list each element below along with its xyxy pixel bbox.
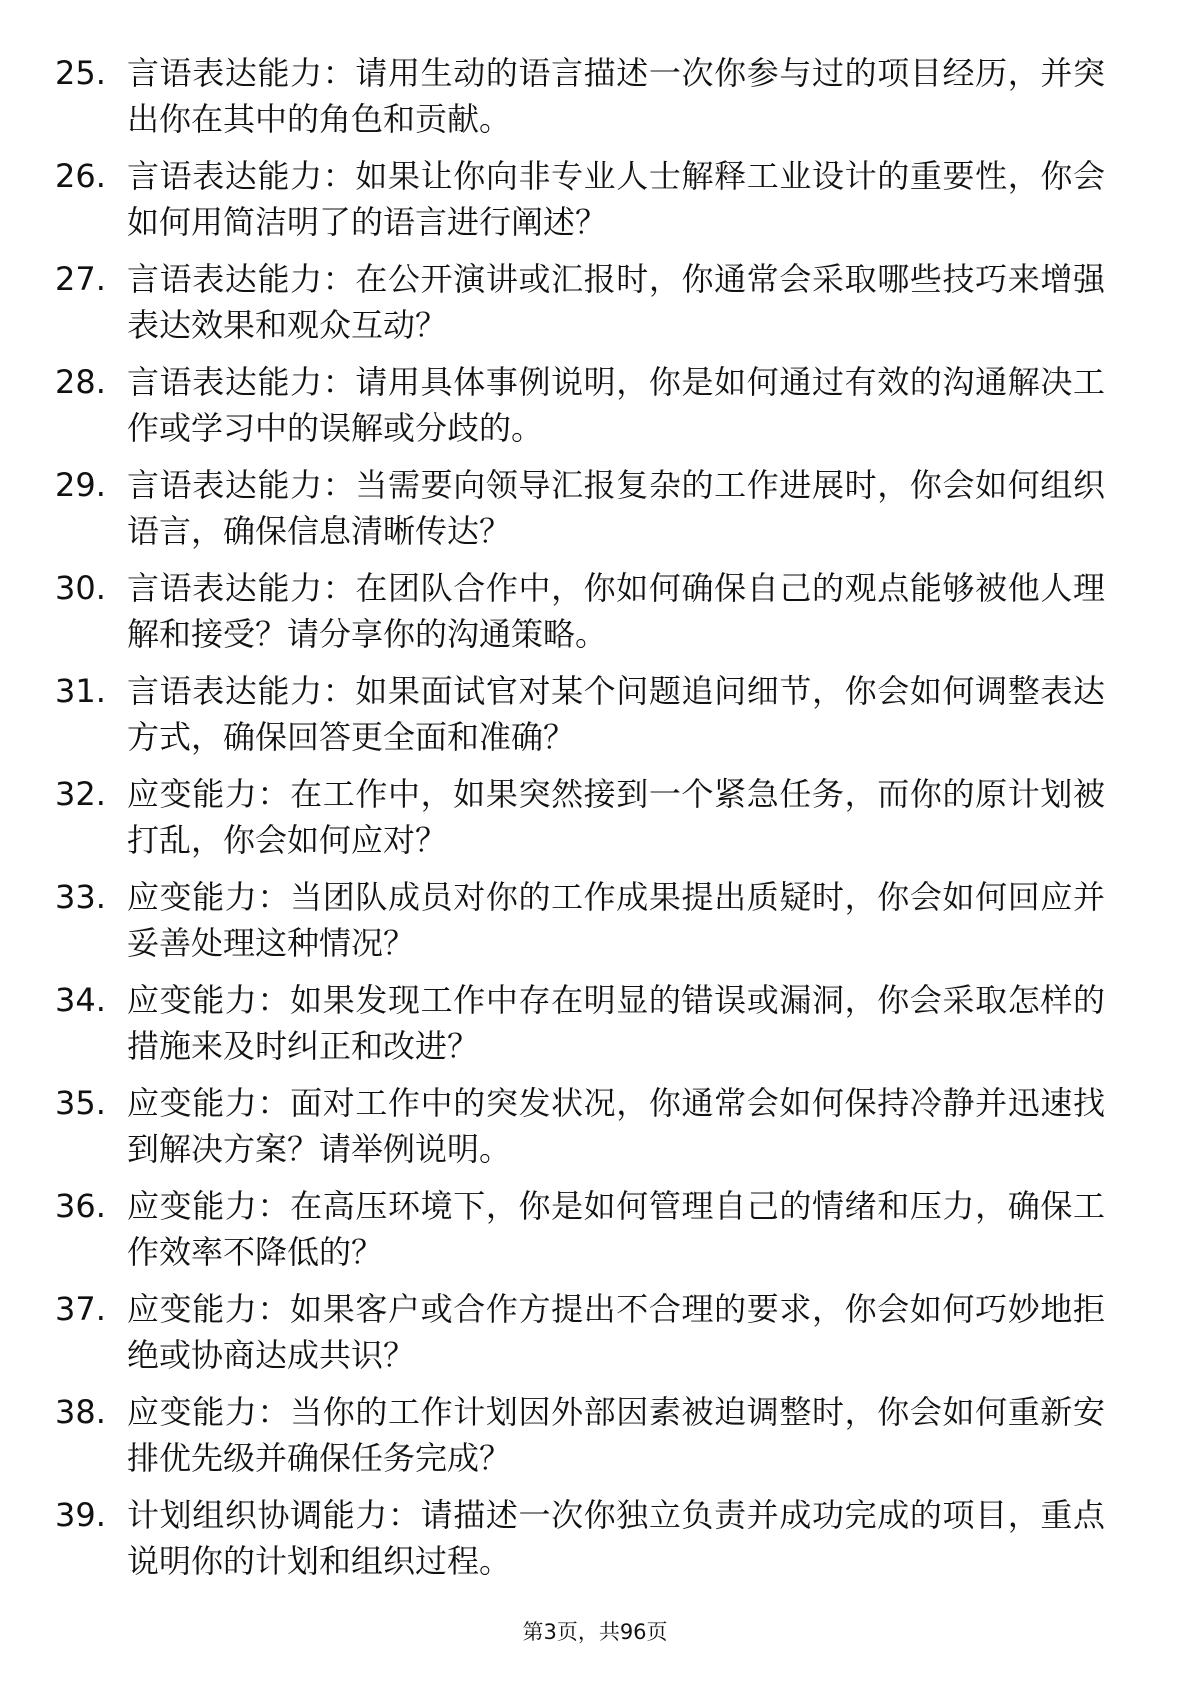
question-item-36 <box>55 1183 1105 1286</box>
question-text: 应变能力：如果客户或合作方提出不合理的要求，你会如何巧妙地拒绝或协商达成共识？ <box>127 1290 1105 1374</box>
question-number: 30. <box>55 569 106 607</box>
question-text: 言语表达能力：如果面试官对某个问题追问细节，你会如何调整表达方式，确保回答更全面和准确？ <box>127 672 1105 756</box>
question-item-25 <box>55 50 1105 153</box>
question-text: 应变能力：如果发现工作中存在明显的错误或漏洞，你会采取怎样的措施来及时纠正和改进？ <box>127 981 1105 1065</box>
question-number: 37. <box>55 1290 106 1328</box>
question-item-29 <box>55 462 1105 565</box>
question-number: 26. <box>55 157 106 195</box>
question-number: 32. <box>55 775 106 813</box>
question-item-27 <box>55 256 1105 359</box>
question-item-30 <box>55 565 1105 668</box>
question-text: 应变能力：当团队成员对你的工作成果提出质疑时，你会如何回应并妥善处理这种情况？ <box>127 878 1105 962</box>
question-number: 29. <box>55 466 106 504</box>
question-number: 28. <box>55 363 106 401</box>
question-text: 应变能力：在高压环境下，你是如何管理自己的情绪和压力，确保工作效率不降低的？ <box>127 1187 1105 1271</box>
question-item-38 <box>55 1389 1105 1492</box>
question-number: 27. <box>55 260 106 298</box>
question-number: 34. <box>55 981 106 1019</box>
question-item-31 <box>55 668 1105 771</box>
page-number-footer: 第3页，共96页 <box>522 1620 668 1644</box>
question-number: 25. <box>55 54 106 92</box>
question-item-26 <box>55 153 1105 256</box>
question-number: 31. <box>55 672 106 710</box>
question-number: 33. <box>55 878 106 916</box>
question-text: 应变能力：面对工作中的突发状况，你通常会如何保持冷静并迅速找到解决方案？请举例说明。 <box>127 1084 1105 1168</box>
question-item-35 <box>55 1080 1105 1183</box>
question-text: 应变能力：当你的工作计划因外部因素被迫调整时，你会如何重新安排优先级并确保任务完成？ <box>127 1393 1105 1477</box>
question-text: 言语表达能力：如果让你向非专业人士解释工业设计的重要性，你会如何用简洁明了的语言进行阐述？ <box>127 157 1105 241</box>
question-number: 35. <box>55 1084 106 1122</box>
question-item-32 <box>55 771 1105 874</box>
question-number: 36. <box>55 1187 106 1225</box>
question-text: 应变能力：在工作中，如果突然接到一个紧急任务，而你的原计划被打乱，你会如何应对？ <box>127 775 1105 859</box>
question-number: 39. <box>55 1496 106 1534</box>
question-item-34 <box>55 977 1105 1080</box>
question-item-37 <box>55 1286 1105 1389</box>
question-text: 言语表达能力：当需要向领导汇报复杂的工作进展时，你会如何组织语言，确保信息清晰传达？ <box>127 466 1105 550</box>
question-text: 言语表达能力：请用生动的语言描述一次你参与过的项目经历，并突出你在其中的角色和贡献。 <box>127 54 1105 138</box>
question-text: 言语表达能力：请用具体事例说明，你是如何通过有效的沟通解决工作或学习中的误解或分歧的。 <box>127 363 1105 447</box>
question-text: 言语表达能力：在公开演讲或汇报时，你通常会采取哪些技巧来增强表达效果和观众互动？ <box>127 260 1105 344</box>
question-text: 言语表达能力：在团队合作中，你如何确保自己的观点能够被他人理解和接受？请分享你的沟通策略。 <box>127 569 1105 653</box>
question-number: 38. <box>55 1393 106 1431</box>
question-item-33 <box>55 874 1105 977</box>
question-list <box>55 50 1105 1595</box>
question-item-39 <box>55 1492 1105 1595</box>
question-text: 计划组织协调能力：请描述一次你独立负责并成功完成的项目，重点说明你的计划和组织过程。 <box>127 1496 1105 1580</box>
question-item-28 <box>55 359 1105 462</box>
